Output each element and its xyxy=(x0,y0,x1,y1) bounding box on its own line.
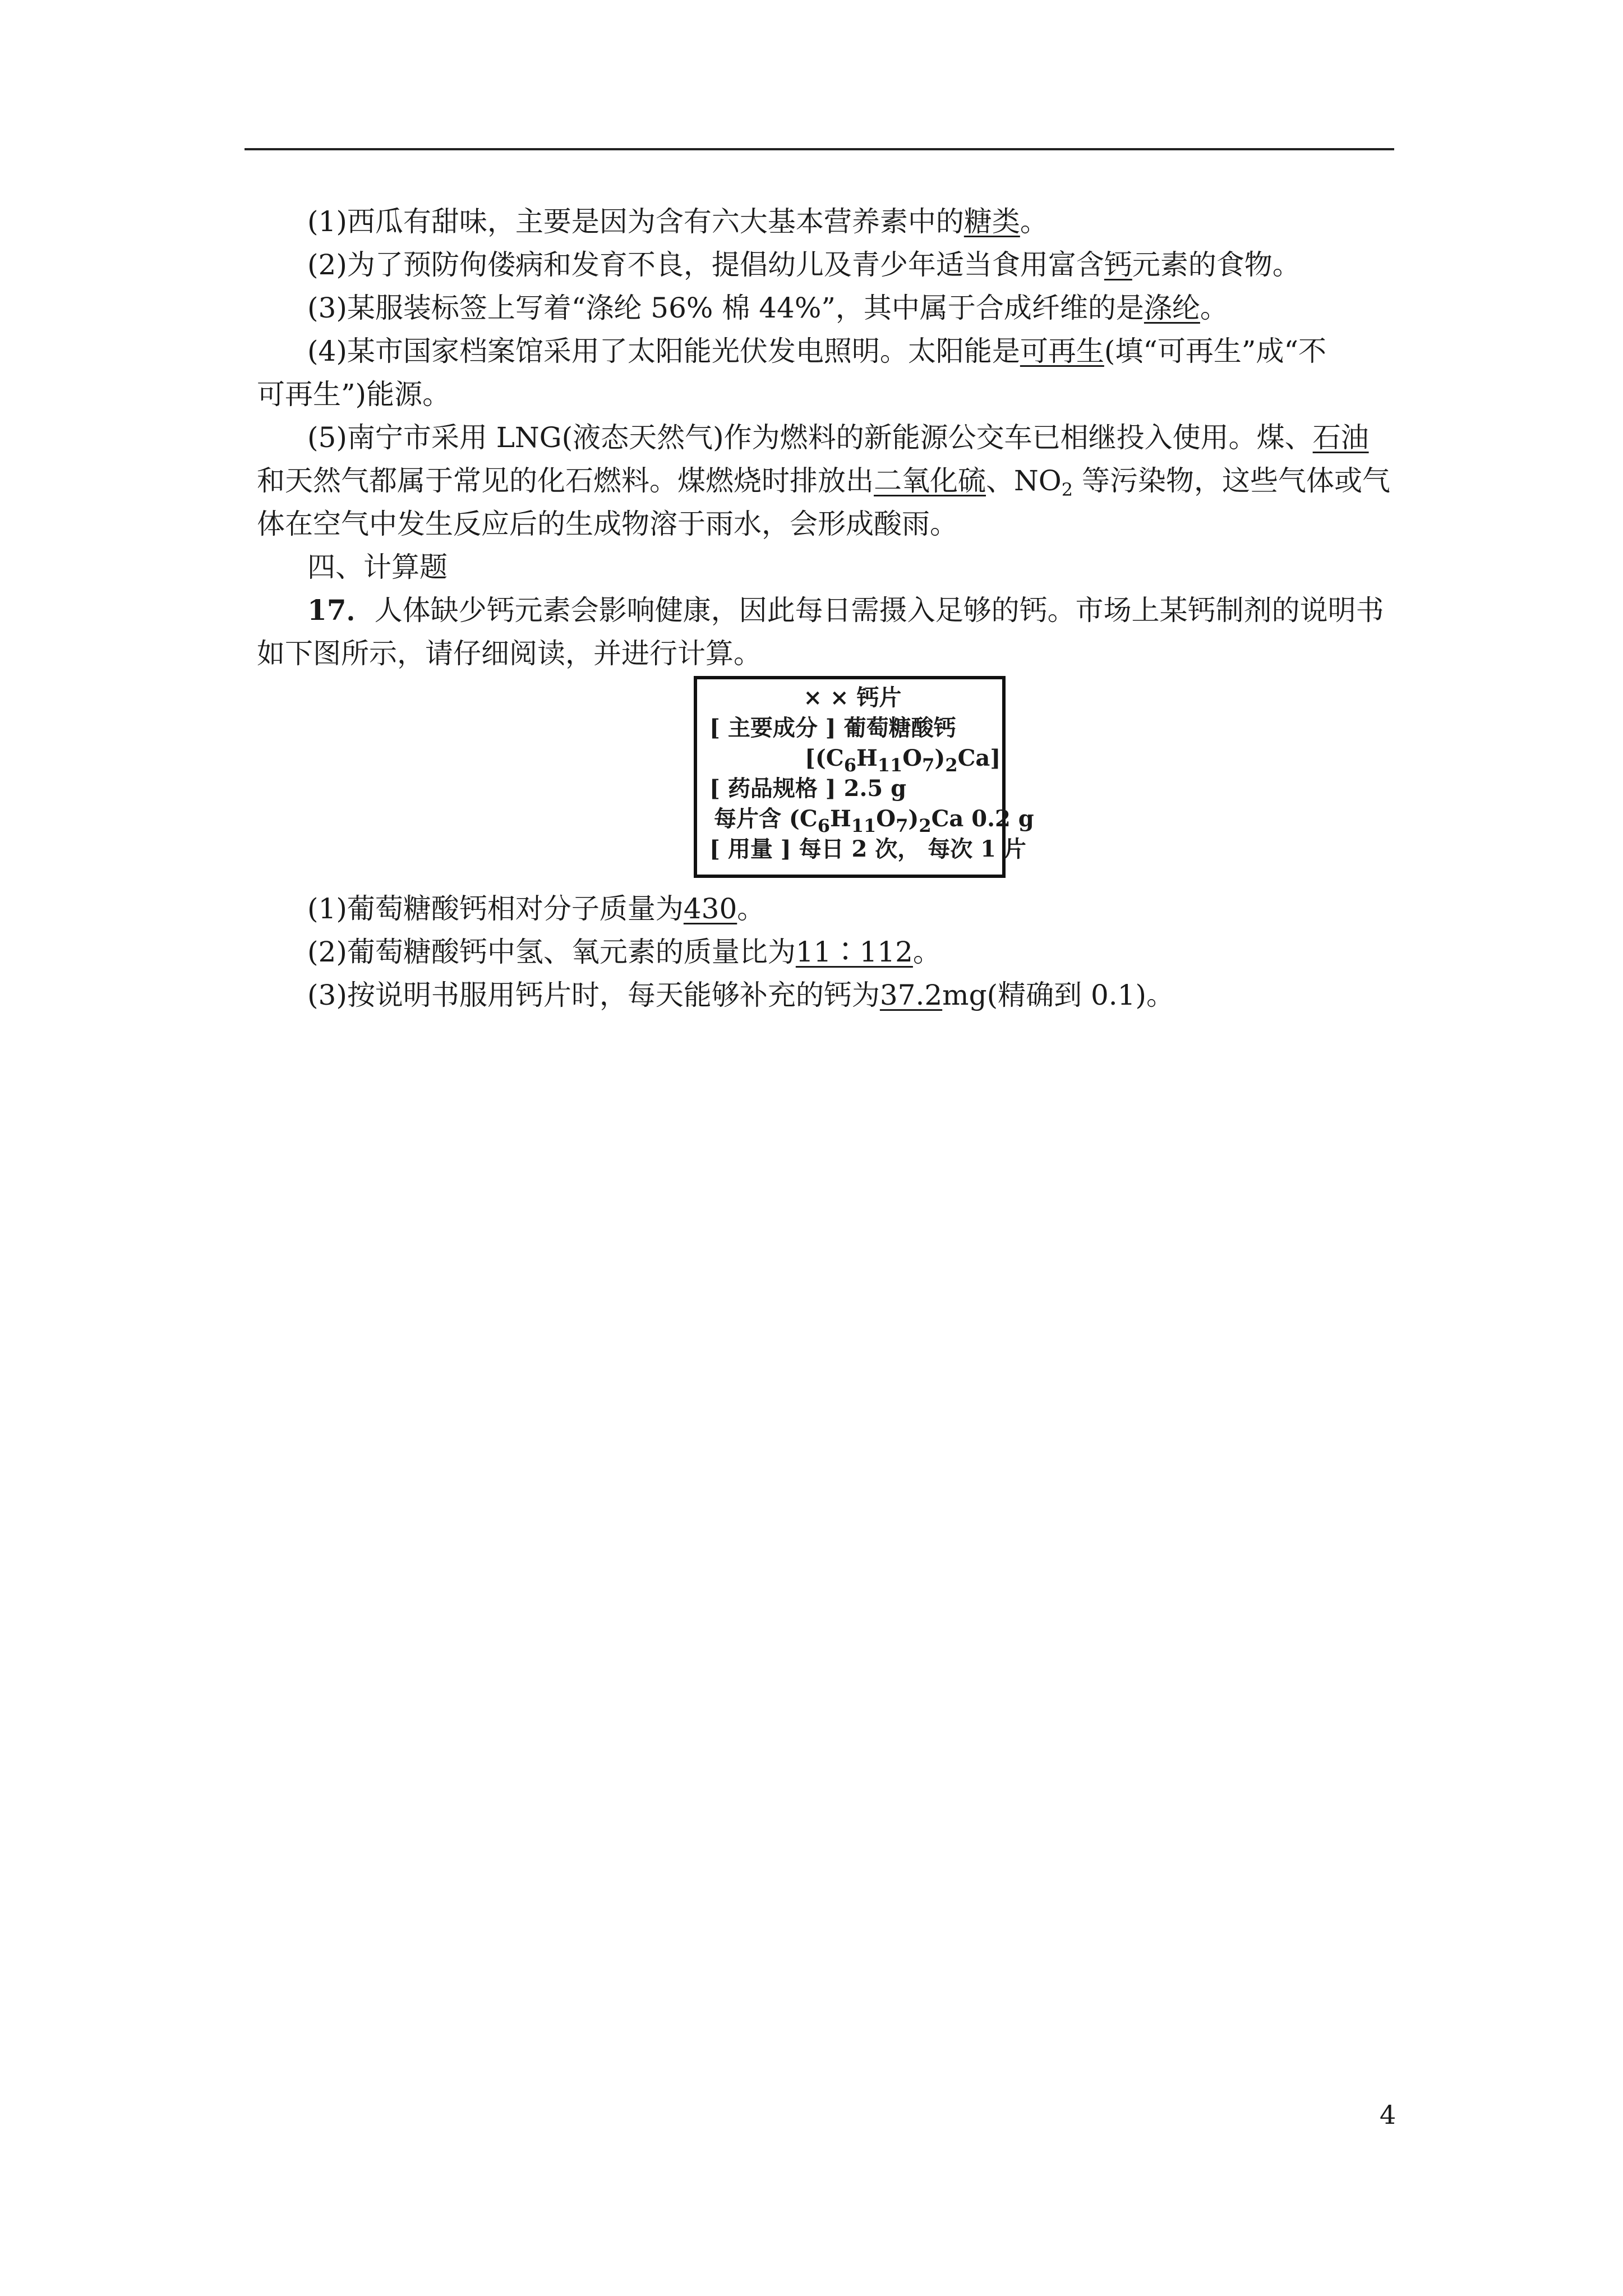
subscript: 11 xyxy=(851,815,877,836)
text: (4)某市国家档案馆采用了太阳能光伏发电照明。太阳能是 xyxy=(307,335,1020,367)
text: Ca] xyxy=(957,745,1001,771)
answer-blank: 11∶112 xyxy=(795,936,913,968)
calc-answer-3 xyxy=(257,973,1394,1018)
calc-answer-1 xyxy=(257,886,1394,931)
question-17 xyxy=(257,588,1394,633)
text: [ 用量 ] 每日 2 次， 每次 1 片 xyxy=(709,836,1026,862)
answer-line-5 xyxy=(257,415,1394,460)
label-spec xyxy=(709,774,995,804)
text: O xyxy=(902,745,923,771)
text: O xyxy=(876,806,896,832)
page-number: 4 xyxy=(1380,2100,1396,2130)
section-title: 四、计算题 xyxy=(307,551,448,583)
text: (2)葡萄糖酸钙中氢、氧元素的质量比为 xyxy=(307,936,796,968)
answer-line-5-cont2 xyxy=(257,501,1394,546)
section-heading xyxy=(257,545,1394,590)
text: (1)葡萄糖酸钙相对分子质量为 xyxy=(307,892,684,925)
text: 。 xyxy=(1200,292,1228,324)
subscript: 6 xyxy=(817,815,830,836)
subscript: 7 xyxy=(922,754,935,776)
answer-blank: 37.2 xyxy=(879,979,943,1011)
label-ingredient xyxy=(709,713,995,743)
text: [ 药品规格 ] 2.5 g xyxy=(709,775,907,802)
text: 每片含 (C xyxy=(714,806,818,832)
text: (2)为了预防佝偻病和发育不良，提倡幼儿及青少年适当食用富含 xyxy=(307,249,1104,281)
answer-blank: 钙 xyxy=(1104,249,1132,281)
text: 体在空气中发生反应后的生成物溶于雨水，会形成酸雨。 xyxy=(257,508,958,540)
text: [(C xyxy=(805,745,844,771)
label-per-tablet xyxy=(709,804,1034,836)
text: 如下图所示，请仔细阅读，并进行计算。 xyxy=(257,637,762,670)
text: 、NO xyxy=(986,464,1062,497)
label-title xyxy=(709,683,995,713)
answer-blank: 糖类 xyxy=(963,205,1020,238)
subscript: 6 xyxy=(843,754,856,776)
text: (填“可再生”成“不 xyxy=(1104,335,1327,367)
text: ) xyxy=(908,806,919,832)
text: 等污染物，这些气体或气 xyxy=(1073,464,1391,497)
text: 。 xyxy=(912,936,941,968)
text: (3)按说明书服用钙片时，每天能够补充的钙为 xyxy=(307,979,880,1011)
text: 元素的食物。 xyxy=(1132,249,1301,281)
answer-blank: 可再生 xyxy=(1020,335,1104,367)
answer-line-5-cont xyxy=(257,458,1394,503)
text: 人体缺少钙元素会影响健康，因此每日需摄入足够的钙。市场上某钙制剂的说明书 xyxy=(374,594,1384,627)
text: 和天然气都属于常见的化石燃料。煤燃烧时排放出 xyxy=(257,464,874,497)
text: 。 xyxy=(1020,205,1048,238)
header-rule xyxy=(245,148,1394,150)
answer-line-3 xyxy=(257,286,1394,330)
text: (5)南宁市采用 LNG(液态天然气)作为燃料的新能源公交车已相继投入使用。煤、 xyxy=(307,421,1313,454)
answer-line-1 xyxy=(257,199,1394,244)
text: (1)西瓜有甜味，主要是因为含有六大基本营养素中的 xyxy=(307,205,964,238)
subscript: 2 xyxy=(1061,479,1073,500)
text: Ca 0.2 g xyxy=(931,806,1034,832)
subscript: 2 xyxy=(919,815,932,836)
question-17-cont xyxy=(257,631,1394,676)
answer-line-4 xyxy=(257,329,1394,374)
text: (3)某服装标签上写着“涤纶 56% 棉 44%”，其中属于合成纤维的是 xyxy=(307,292,1144,324)
text: ) xyxy=(934,745,946,771)
answer-blank: 石油 xyxy=(1312,421,1369,454)
answer-blank: 二氧化硫 xyxy=(874,464,986,497)
text: H xyxy=(829,806,851,832)
text: 可再生”)能源。 xyxy=(257,378,451,411)
calc-answer-2 xyxy=(257,930,1394,974)
question-number: 17． xyxy=(307,593,375,627)
text: mg(精确到 0.1)。 xyxy=(942,979,1174,1011)
label-formula xyxy=(709,743,1001,776)
answer-blank: 涤纶 xyxy=(1144,292,1200,324)
text: H xyxy=(856,745,878,771)
answer-line-4-cont xyxy=(257,372,1394,417)
subscript: 7 xyxy=(896,815,909,836)
text: 。 xyxy=(737,892,766,925)
medicine-label-box xyxy=(694,676,1034,878)
label-dosage xyxy=(709,834,1026,864)
text: × × 钙片 xyxy=(803,684,902,711)
subscript: 2 xyxy=(945,754,958,776)
text: [ 主要成分 ] 葡萄糖酸钙 xyxy=(709,715,956,741)
subscript: 11 xyxy=(877,754,903,776)
answer-line-2 xyxy=(257,242,1394,287)
answer-blank: 430 xyxy=(683,892,737,925)
